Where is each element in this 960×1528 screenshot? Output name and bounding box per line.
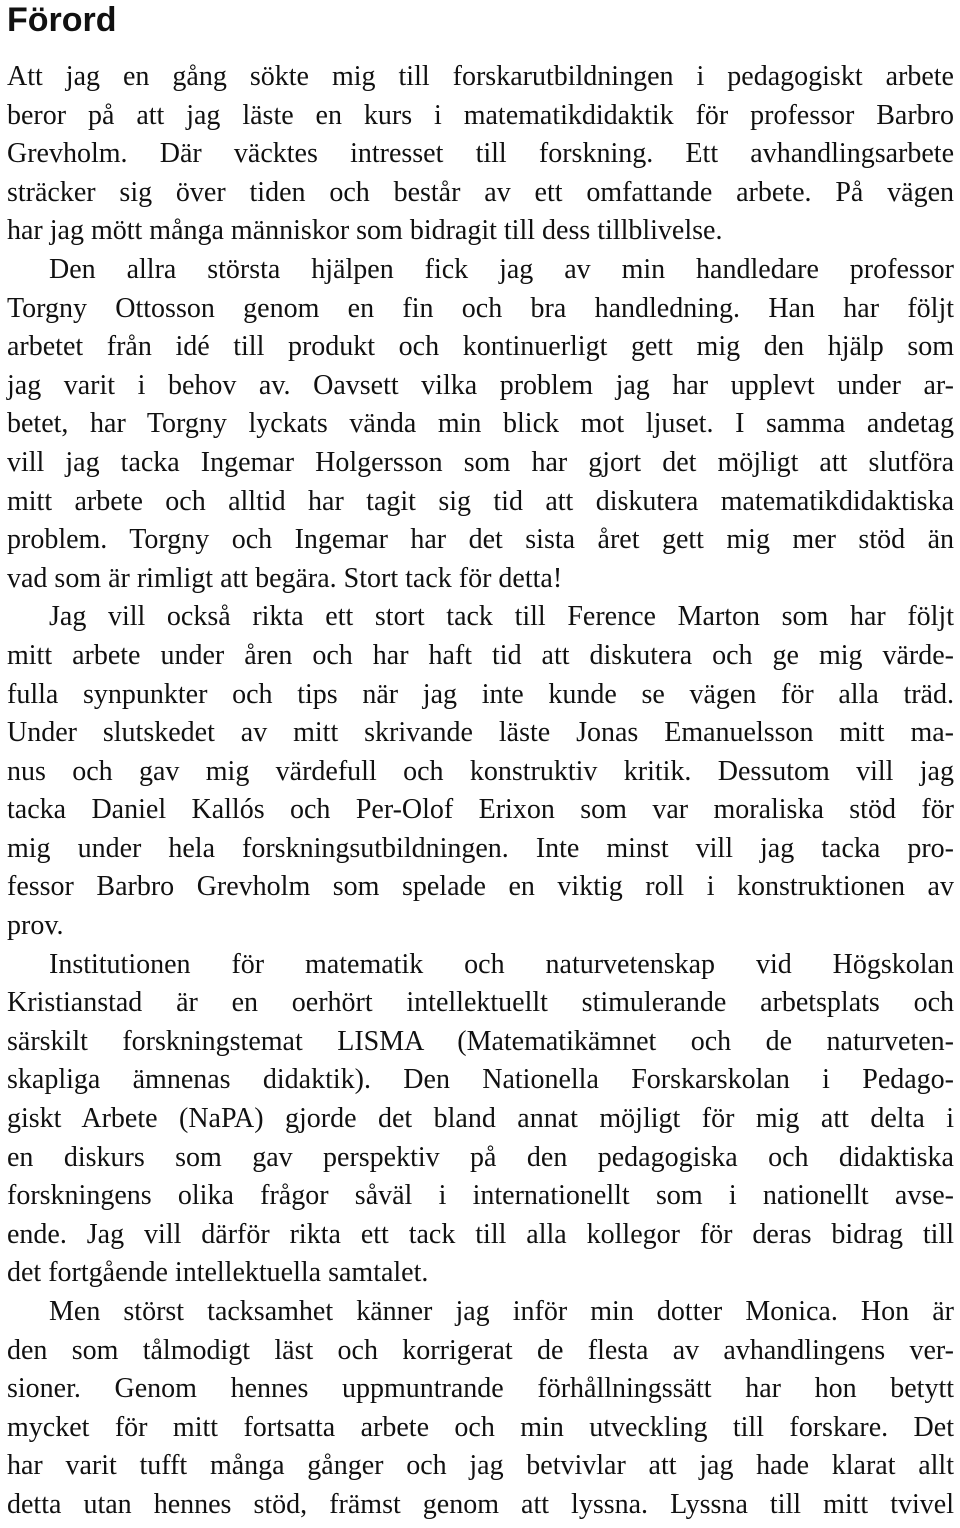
paragraph: [7, 251, 954, 598]
text-line: vad som är rimligt att begära. Stort tack för detta!: [7, 562, 563, 594]
paragraph: [7, 598, 954, 945]
text-line: en diskurs som gav perspektiv på den pedagogiska och didaktiska: [7, 1141, 954, 1173]
text-line: skapliga ämnenas didaktik). Den Nationella Forskarskolan i Pedago-: [7, 1064, 954, 1096]
text-line: fulla synpunkter och tips när jag inte kunde se vägen för alla träd.: [7, 678, 954, 710]
text-line: särskilt forskningstemat LISMA (Matematikämnet och de naturveten-: [7, 1025, 954, 1057]
text-line: arbetet från idé till produkt och kontinuerligt gett mig den hjälp som: [7, 331, 954, 363]
text-line: Grevholm. Där väcktes intresset till forskning. Ett avhandlingsarbete: [7, 138, 954, 170]
text-line: Jag vill också rikta ett stort tack till Ference Marton som har följt: [49, 601, 954, 633]
text-line: Den allra största hjälpen fick jag av min handledare professor: [49, 253, 954, 285]
text-line: det fortgående intellektuella samtalet.: [7, 1257, 429, 1289]
text-line: nus och gav mig värdefull och konstruktiv kritik. Dessutom vill jag: [7, 755, 954, 787]
text-line: Institutionen för matematik och naturvetenskap vid Högskolan: [49, 948, 954, 980]
text-line: Men störst tacksamhet känner jag inför min dotter Monica. Hon är: [49, 1296, 954, 1327]
text-line: sioner. Genom hennes uppmuntrande förhållningssätt har hon betytt: [7, 1373, 954, 1405]
paragraph: [7, 1293, 954, 1525]
text-line: mitt arbete och alltid har tagit sig tid att diskutera matematikdidaktiska: [7, 485, 954, 517]
text-line: mycket för mitt fortsatta arbete och min utveckling till forskare. Det: [7, 1411, 954, 1443]
text-line: har varit tufft många gånger och jag betvivlar att jag hade klarat allt: [7, 1450, 954, 1482]
text-line: giskt Arbete (NaPA) gjorde det bland annat möjligt för mig att delta i: [7, 1103, 954, 1135]
text-line: sträcker sig över tiden och består av ett omfattande arbete. På vägen: [7, 176, 954, 208]
text-line: den som tålmodigt läst och korrigerat de flesta av avhandlingens ver-: [7, 1334, 954, 1366]
text-line: Kristianstad är en oerhört intellektuellt stimulerande arbetsplats och: [7, 987, 954, 1019]
text-line: mitt arbete under åren och har haft tid att diskutera och ge mig värde-: [7, 639, 954, 671]
text-line: betet, har Torgny lyckats vända min blick mot ljuset. I samma andetag: [7, 408, 954, 440]
body-text: [7, 58, 954, 1525]
text-line: fessor Barbro Grevholm som spelade en viktig roll i konstruktionen av: [7, 871, 954, 903]
text-line: Under slutskedet av mitt skrivande läste Jonas Emanuelsson mitt ma-: [7, 717, 954, 749]
text-line: tacka Daniel Kallós och Per-Olof Erixon som var moraliska stöd för: [7, 794, 954, 826]
paragraph: [7, 58, 954, 251]
document-page: [7, 0, 954, 1525]
text-line: jag varit i behov av. Oavsett vilka problem jag har upplevt under ar-: [7, 369, 954, 401]
text-line: problem. Torgny och Ingemar har det sista året gett mig mer stöd än: [7, 524, 954, 556]
text-line: vill jag tacka Ingemar Holgersson som har gjort det möjligt att slutföra: [7, 446, 954, 478]
text-line: Torgny Ottosson genom en fin och bra handledning. Han har följt: [7, 292, 954, 324]
text-line: detta utan hennes stöd, främst genom att lyssna. Lyssna till mitt tvivel: [7, 1488, 954, 1520]
text-line: ende. Jag vill därför rikta ett tack till alla kollegor för deras bidrag till: [7, 1218, 954, 1250]
text-line: forskningens olika frågor såväl i internationellt som i nationellt avse-: [7, 1180, 954, 1212]
text-line: beror på att jag läste en kurs i matematikdidaktik för professor Barbro: [7, 99, 954, 131]
page-title: Förord: [7, 1, 117, 39]
text-line: mig under hela forskningsutbildningen. Inte minst vill jag tacka pro-: [7, 832, 954, 864]
paragraph: [7, 946, 954, 1293]
text-line: prov.: [7, 910, 64, 942]
text-line: Att jag en gång sökte mig till forskarutbildningen i pedagogiskt arbete: [7, 61, 954, 92]
text-line: har jag mött många människor som bidragit till dess tillblivelse.: [7, 215, 723, 247]
